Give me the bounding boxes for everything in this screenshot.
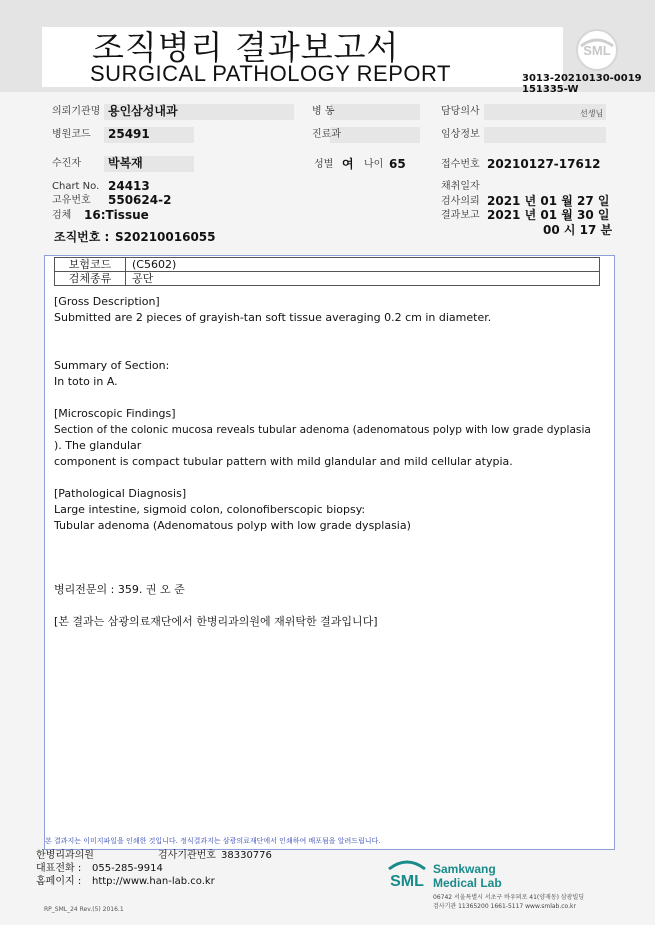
meta-value: 공단 (126, 272, 600, 286)
report-title-english: SURGICAL PATHOLOGY REPORT (90, 61, 451, 86)
recipient-value: 박복재 (108, 156, 143, 170)
samkwang-logo-icon (385, 855, 429, 895)
microscopic-line-2: ). The glandular (54, 439, 142, 452)
request-date-value: 2021 년 01 월 27 일 (487, 194, 610, 208)
institution-value: 용인삼성내과 (108, 104, 178, 118)
diagnosis-line-2: Tubular adenoma (Adenomatous polyp with low grade dysplasia) (54, 519, 411, 532)
report-date-value: 2021 년 01 월 30 일 (487, 208, 610, 222)
diagnosis-line-1: Large intestine, sigmoid colon, colonofiberscopic biopsy: (54, 503, 366, 516)
unique-no-label: 고유번호 (52, 195, 91, 206)
chart-no-value: 24413 (108, 179, 150, 193)
tissue-no-value: S20210016055 (115, 230, 216, 244)
doctor-label: 담당의사 (441, 106, 480, 117)
svg-text:SML: SML (583, 43, 611, 58)
gross-heading: [Gross Description] (54, 295, 160, 308)
institution-label: 의뢰기관명 (52, 106, 101, 117)
insurance-meta-table (54, 257, 600, 286)
table-row (55, 258, 600, 272)
homepage-label: 홈페이지 : (36, 876, 82, 887)
report-content-box (44, 255, 615, 850)
microscopic-heading: [Microscopic Findings] (54, 407, 176, 420)
receipt-number-label: 접수번호 (441, 159, 480, 170)
collection-date-label: 채취일자 (441, 181, 480, 192)
sex-value: 여 (342, 157, 354, 171)
recipient-label: 수진자 (52, 158, 81, 169)
homepage-link[interactable]: http://www.han-lab.co.kr (92, 876, 215, 887)
print-notice: 본 결과지는 이미지파일을 인쇄한 것입니다. 정식결과지는 삼광의료재단에서 인쇄하여 배포됨을 알려드립니다. (45, 837, 381, 845)
exam-org-label: 검사기관번호 (158, 850, 216, 861)
meta-value: (C5602) (126, 258, 600, 272)
specimen-label: 검체 (52, 210, 72, 221)
report-number-line-1: 3013-20210130-0019 (522, 73, 642, 84)
table-row (55, 272, 600, 286)
clinical-info-field-bg (484, 127, 606, 143)
hospital-code-value: 25491 (108, 127, 150, 141)
pathologist-name: 병리전문의 : 359. 권 오 준 (54, 583, 185, 596)
age-label: 나이 (364, 159, 384, 170)
sex-label: 성별 (314, 159, 334, 170)
phone-value: 055-285-9914 (92, 863, 163, 874)
clinic-name: 한병리과의원 (36, 850, 94, 861)
report-time-value: 00 시 17 분 (543, 223, 613, 237)
lab-name-line-2: Medical Lab (433, 876, 502, 890)
report-title-korean: 조직병리 결과보고서 (92, 28, 400, 67)
microscopic-line-1: Section of the colonic mucosa reveals tubular adenoma (adenomatous polyp with low grade dyplasia (54, 424, 591, 436)
diagnosis-heading: [Pathological Diagnosis] (54, 487, 187, 500)
hospital-code-label: 병원코드 (52, 129, 91, 140)
doctor-value: 선생님 (580, 109, 604, 118)
tissue-no-label: 조직번호 : (54, 230, 110, 244)
lab-contact-line: 검사기관 11365200 1661-5117 www.smlab.co.kr (433, 903, 576, 910)
request-date-label: 검사의뢰 (441, 196, 480, 207)
svg-text:SML: SML (390, 873, 424, 890)
lab-address (433, 893, 584, 911)
receipt-number-value: 20210127-17612 (487, 157, 601, 171)
ward-field-bg (330, 104, 420, 120)
department-label: 진료과 (312, 129, 341, 140)
summary-text: In toto in A. (54, 375, 118, 388)
summary-heading: Summary of Section: (54, 359, 170, 372)
department-field-bg (330, 127, 420, 143)
report-number (522, 73, 642, 95)
lab-name (433, 862, 502, 890)
microscopic-line-3: component is compact tubular pattern with mild glandular and mild cellular atypia. (54, 455, 513, 468)
report-number-line-2: 151335-W (522, 84, 579, 95)
lab-address-line: 06742 서울특별시 서초구 바우뫼로 41(양재동) 삼광빌딩 (433, 894, 585, 901)
lab-name-line-1: Samkwang (433, 862, 496, 876)
report-date-label: 결과보고 (441, 210, 480, 221)
clinical-info-label: 임상정보 (441, 129, 480, 140)
chart-no-label: Chart No. (52, 181, 100, 192)
specimen-value: 16:Tissue (84, 208, 149, 222)
age-value: 65 (389, 157, 406, 171)
meta-key: 보험코드 (55, 258, 126, 272)
exam-org-number: 38330776 (221, 850, 272, 861)
gross-text: Submitted are 2 pieces of grayish-tan soft tissue averaging 0.2 cm in diameter. (54, 311, 492, 324)
phone-label: 대표전화 : (36, 863, 82, 874)
meta-key: 검체종류 (55, 272, 126, 286)
outsource-note: [본 결과는 삼광의료재단에서 한병리과의원에 재위탁한 결과입니다] (54, 615, 378, 628)
unique-no-value: 550624-2 (108, 193, 172, 207)
form-number: RP_SML_24 Rev.(5) 2016.1 (44, 906, 124, 913)
ward-label: 병 동 (312, 106, 335, 117)
sml-logo-icon (575, 28, 619, 72)
